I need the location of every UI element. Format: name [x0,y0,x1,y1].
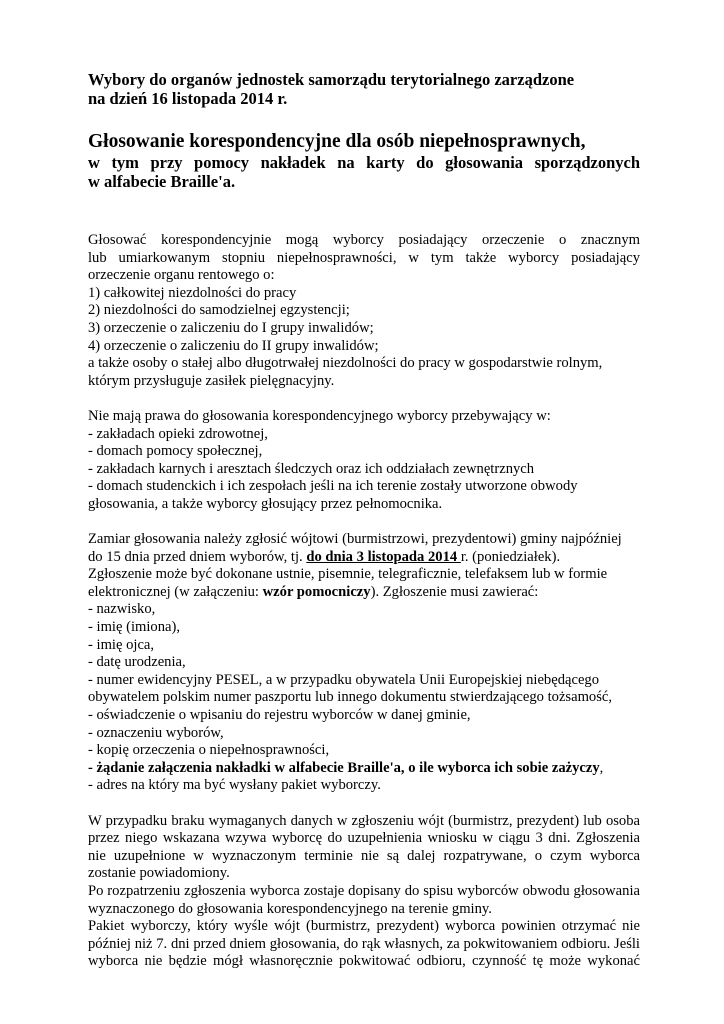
paragraph-line: nie uzupełnione w wyznaczonym terminie nie są dalej rozpatrywane, o czym wyborca [88,847,640,864]
list-item: 1) całkowitej niezdolności do pracy [88,284,297,301]
paragraph-line [88,549,640,567]
paragraph-line: Po rozpatrzeniu zgłoszenia wyborca zostaje dopisany do spisu wyborców obwodu głosowania [88,882,640,899]
list-item: - imię ojca, [88,636,155,653]
paragraph-line: lub umiarkowanym stopniu niepełnosprawności, w tym także wyborcy posiadający [88,249,640,266]
paragraph-line: Zgłoszenie może być dokonane ustnie, pisemnie, telegraficznie, telefaksem lub w formie [88,566,608,583]
paragraph-line: później niż 7. dni przed dniem głosowania, do rąk własnych, za pokwitowaniem odbioru. Jeśli [88,935,640,952]
list-item: - kopię orzeczenia o niepełnosprawności, [88,742,330,759]
subheading-title: Głosowanie korespondencyjne dla osób niepełnosprawnych, [88,131,586,152]
list-item: - oznaczeniu wyborów, [88,724,224,741]
paragraph-line: a także osoby o stałej albo długotrwałej niezdolności do pracy w gospodarstwie rolnym, [88,355,603,372]
list-item: - datę urodzenia, [88,654,186,671]
paragraph-line: wyznaczonego do głosowania korespondencyjnego na terenie gminy. [88,900,492,917]
list-item: - nazwisko, [88,601,156,618]
heading-line: Wybory do organów jednostek samorządu terytorialnego zarządzone [88,70,575,89]
paragraph-line: którym przysługuje zasiłek pielęgnacyjny. [88,372,335,389]
list-item: - domach pomocy społecznej, [88,443,263,460]
paragraph-line: zostanie powiadomiony. [88,865,230,882]
eligibility-section [88,232,640,390]
list-item: - adres na który ma być wysłany pakiet wyborczy. [88,777,381,794]
list-item: - zakładach karnych i aresztach śledczych oraz ich oddziałach zewnętrznych [88,460,535,477]
paragraph-line: Zamiar głosowania należy zgłosić wójtowi (burmistrzowi, prezydentowi) gminy najpóźniej [88,531,622,548]
list-item: obywatelem polskim numer paszportu lub innego dokumentu stwierdzającego tożsamość, [88,689,613,706]
template-reference: wzór pomocniczy [262,583,371,600]
paragraph-line: wyborca nie będzie mógł własnoręcznie pokwitować odbioru, czynność tę może wykonać [88,953,640,970]
application-section [88,531,640,795]
document-heading [88,70,640,108]
paragraph-line: Nie mają prawa do głosowania korespondencyjnego wyborcy przebywający w: [88,407,551,424]
list-item: - numer ewidencyjny PESEL, a w przypadku obywatela Unii Europejskiej niebędącego [88,671,600,688]
list-item: - zakładach opieki zdrowotnej, [88,425,268,442]
subheading-line: w alfabecie Braille'a. [88,172,236,191]
subheading-line: w tym przy pomocy nakładek na karty do głosowania sporządzonych [88,153,640,172]
paragraph-line: W przypadku braku wymaganych danych w zgłoszeniu wójt (burmistrz, prezydent) lub osoba [88,812,640,829]
paragraph-line [88,584,640,602]
paragraph-line: orzeczenie organu rentowego o: [88,267,275,284]
list-item: - domach studenckich i ich zespołach jeśli na ich terenie zostały utworzone obwody [88,478,578,495]
paragraph-line: Pakiet wyborczy, który wyśle wójt (burmistrz, prezydent) wyborca powinien otrzymać nie [88,918,640,935]
document-subheading [88,130,640,191]
list-item: 3) orzeczenie o zaliczeniu do I grupy inwalidów; [88,319,374,336]
exclusions-section [88,408,640,514]
list-item: 2) niezdolności do samodzielnej egzystencji; [88,302,350,319]
heading-line: na dzień 16 listopada 2014 r. [88,89,288,108]
procedure-section [88,813,640,971]
text-run: r. (poniedziałek). [460,548,561,565]
text-run: elektronicznej (w załączeniu: [88,583,263,600]
list-item: 4) orzeczenie o zaliczeniu do II grupy inwalidów; [88,337,379,354]
text-run: ). Zgłoszenie musi zawierać: [370,583,539,600]
list-item: - imię (imiona), [88,619,180,636]
list-item: głosowania, a także wyborcy głosujący przez pełnomocnika. [88,495,443,512]
text-run: , [599,759,604,776]
paragraph-line: przez niego wskazana wzywa wyborcę do uzupełnienia wniosku w ciągu 3 dni. Zgłoszenia [88,830,640,847]
list-item [88,760,640,778]
text-run: do 15 dnia przed dniem wyborów, tj. [88,548,307,565]
list-item: - oświadczenie o wpisaniu do rejestru wyborców w danej gminie, [88,707,471,724]
braille-request-item: - żądanie załączenia nakładki w alfabecie Braille'a, o ile wyborca ich sobie zażyczy [88,759,600,776]
paragraph-line: Głosować korespondencyjnie mogą wyborcy posiadający orzeczenie o znacznym [88,232,640,248]
deadline-date: do dnia 3 listopada 2014 [306,548,461,565]
